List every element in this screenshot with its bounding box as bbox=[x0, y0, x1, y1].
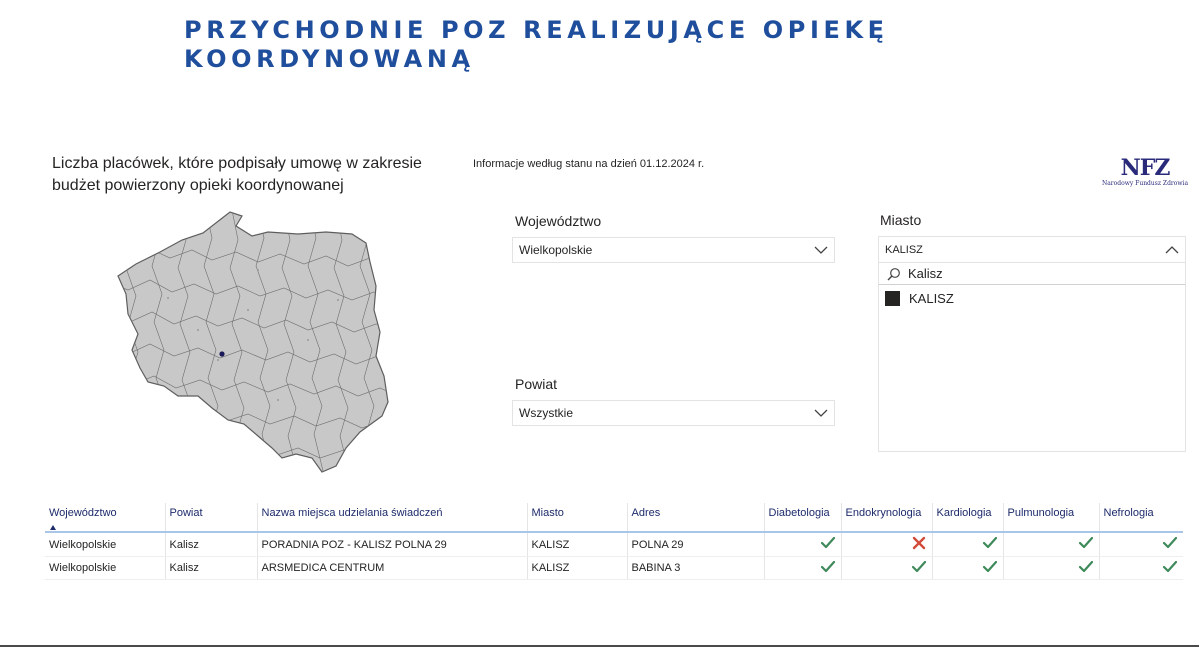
map-subtitle-line-2: budżet powierzony opieki koordynowanej bbox=[52, 177, 344, 194]
cell-endokrynologia bbox=[841, 557, 932, 580]
column-header-pulmunologia[interactable]: Pulmunologia bbox=[1003, 503, 1099, 532]
cell-powiat: Kalisz bbox=[165, 532, 257, 557]
nfz-logo bbox=[1100, 156, 1190, 188]
miasto-search-bar bbox=[879, 263, 1185, 285]
column-header-powiat[interactable]: Powiat bbox=[165, 503, 257, 532]
check-icon bbox=[821, 564, 835, 576]
map-subtitle-line-1: Liczba placówek, które podpisały umowę w zakresie bbox=[52, 155, 422, 172]
info-date-text: Informacje według stanu na dzień 01.12.2024 r. bbox=[473, 158, 705, 170]
miasto-dropdown[interactable] bbox=[879, 237, 1185, 263]
table-row[interactable] bbox=[45, 557, 1183, 580]
check-icon bbox=[1079, 564, 1093, 576]
powiat-dropdown[interactable] bbox=[512, 400, 835, 426]
check-icon bbox=[983, 540, 997, 552]
cell-nazwa: ARSMEDICA CENTRUM bbox=[257, 557, 527, 580]
cell-nefrologia bbox=[1099, 557, 1183, 580]
miasto-label: Miasto bbox=[880, 212, 922, 228]
nfz-logo-text: Narodowy Fundusz Zdrowia bbox=[1101, 180, 1189, 187]
clinics-table bbox=[45, 503, 1183, 580]
column-header-wojewodztwo[interactable]: Województwo bbox=[45, 503, 165, 532]
cell-nefrologia bbox=[1099, 532, 1183, 557]
cell-nazwa: PORADNIA POZ - KALISZ POLNA 29 bbox=[257, 532, 527, 557]
cell-kardiologia bbox=[932, 532, 1003, 557]
cell-diabetologia bbox=[764, 557, 841, 580]
powiat-value: Wszystkie bbox=[519, 406, 573, 420]
cell-adres: POLNA 29 bbox=[627, 532, 764, 557]
chevron-down-icon bbox=[814, 243, 828, 257]
cell-pulmunologia bbox=[1003, 557, 1099, 580]
column-header-nefrologia[interactable]: Nefrologia bbox=[1099, 503, 1183, 532]
checkbox-checked-icon[interactable] bbox=[885, 291, 900, 306]
cell-miasto: KALISZ bbox=[527, 557, 627, 580]
cell-wojewodztwo: Wielkopolskie bbox=[45, 557, 165, 580]
column-header-endokrynologia[interactable]: Endokrynologia bbox=[841, 503, 932, 532]
search-icon bbox=[887, 267, 901, 281]
check-icon bbox=[912, 564, 926, 576]
cell-pulmunologia bbox=[1003, 532, 1099, 557]
nfz-logo-mark: NFZ bbox=[1120, 155, 1170, 181]
miasto-option-label: KALISZ bbox=[909, 291, 954, 306]
column-header-kardiologia[interactable]: Kardiologia bbox=[932, 503, 1003, 532]
check-icon bbox=[1079, 540, 1093, 552]
poland-outline bbox=[118, 212, 388, 472]
kalisz-map-point[interactable] bbox=[219, 351, 224, 356]
chevron-down-icon bbox=[814, 406, 828, 420]
map-subtitle bbox=[52, 153, 432, 197]
poland-map[interactable] bbox=[108, 210, 398, 475]
wojewodztwo-label: Województwo bbox=[515, 213, 602, 229]
page-title bbox=[184, 16, 889, 74]
chevron-up-icon bbox=[1165, 243, 1179, 257]
cross-icon bbox=[912, 541, 926, 553]
wojewodztwo-dropdown[interactable] bbox=[512, 237, 835, 263]
column-header-nazwa[interactable]: Nazwa miejsca udzielania świadczeń bbox=[257, 503, 527, 532]
cell-kardiologia bbox=[932, 557, 1003, 580]
miasto-option-kalisz[interactable] bbox=[879, 285, 1185, 312]
cell-adres: BABINA 3 bbox=[627, 557, 764, 580]
cell-powiat: Kalisz bbox=[165, 557, 257, 580]
cell-endokrynologia bbox=[841, 532, 932, 557]
cell-wojewodztwo: Wielkopolskie bbox=[45, 532, 165, 557]
powiat-label: Powiat bbox=[515, 376, 558, 392]
check-icon bbox=[821, 540, 835, 552]
check-icon bbox=[1163, 564, 1177, 576]
check-icon bbox=[983, 564, 997, 576]
cell-diabetologia bbox=[764, 532, 841, 557]
column-header-adres[interactable]: Adres bbox=[627, 503, 764, 532]
miasto-value: KALISZ bbox=[885, 243, 923, 256]
miasto-dropdown-panel bbox=[878, 236, 1186, 452]
cell-miasto: KALISZ bbox=[527, 532, 627, 557]
table-row[interactable] bbox=[45, 532, 1183, 557]
wojewodztwo-value: Wielkopolskie bbox=[519, 243, 593, 257]
sort-ascending-icon bbox=[50, 525, 56, 530]
column-header-miasto[interactable]: Miasto bbox=[527, 503, 627, 532]
table-header-row bbox=[45, 503, 1183, 532]
page-title-line-1: PRZYCHODNIE POZ REALIZUJĄCE OPIEKĘ bbox=[184, 16, 889, 44]
column-header-diabetologia[interactable]: Diabetologia bbox=[764, 503, 841, 532]
table-body bbox=[45, 532, 1183, 580]
miasto-search-input[interactable] bbox=[908, 266, 1168, 281]
page-title-line-2: KOORDYNOWANĄ bbox=[184, 45, 475, 73]
check-icon bbox=[1163, 540, 1177, 552]
